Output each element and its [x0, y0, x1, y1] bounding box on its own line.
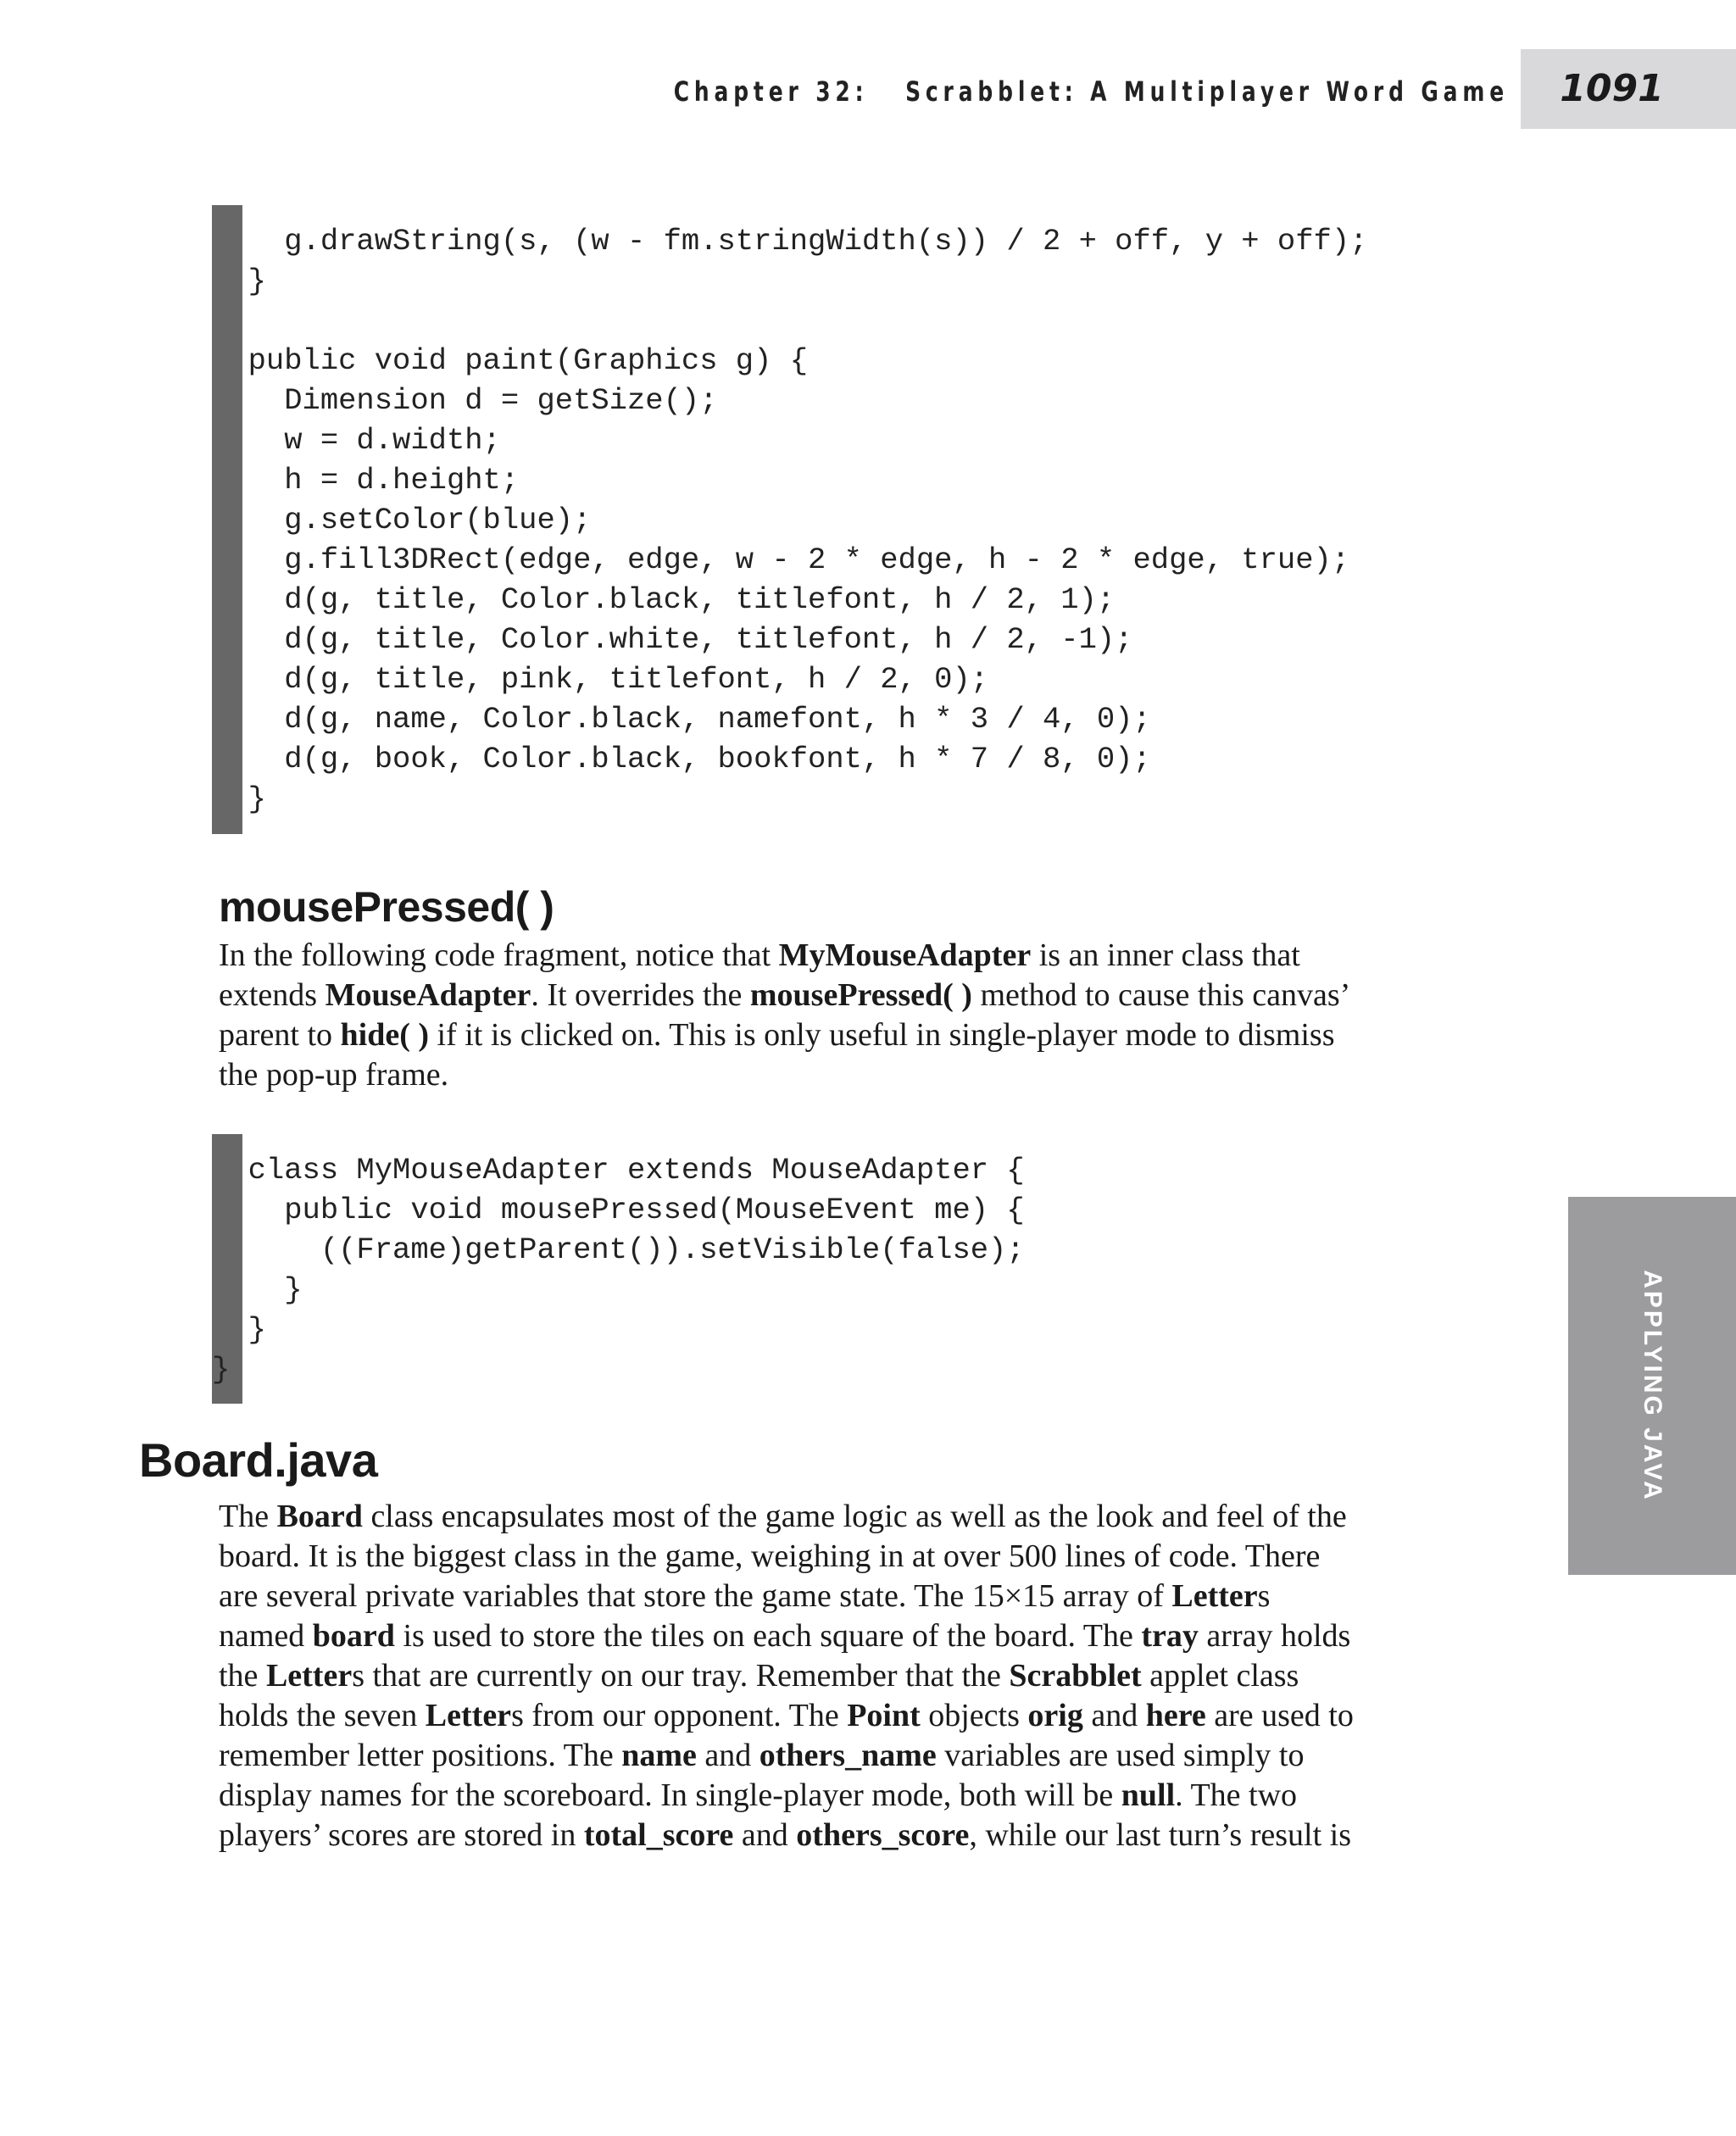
- code-term: Board: [276, 1499, 363, 1534]
- code-term: Letter: [1171, 1578, 1258, 1614]
- text-run: is an inner class that: [1031, 937, 1300, 973]
- text-run: The: [219, 1499, 277, 1534]
- text-run: s: [1257, 1578, 1271, 1614]
- code-line: ((Frame)getParent()).setVisible(false);: [212, 1232, 1025, 1267]
- text-run: s that are currently on our tray. Remember that the: [352, 1658, 1010, 1694]
- code-line: h = d.height;: [212, 463, 520, 498]
- text-run: and: [696, 1738, 760, 1773]
- text-run: and: [733, 1817, 797, 1853]
- paragraph-line: [219, 1696, 1354, 1736]
- text-run: extends: [219, 977, 326, 1013]
- code-term: total_score: [583, 1817, 734, 1853]
- code-line: d(g, title, Color.black, titlefont, h / 2, 1);: [212, 582, 1116, 617]
- paragraph-line: [219, 1776, 1354, 1816]
- paragraph-mousepressed: [219, 936, 1350, 1095]
- code-line: public void paint(Graphics g) {: [212, 343, 809, 378]
- code-term: name: [621, 1738, 697, 1773]
- page-number: 1091: [1560, 67, 1664, 110]
- text-run: is used to store the tiles on each square of the board. The: [394, 1618, 1142, 1654]
- text-run: players’ scores are stored in: [219, 1817, 584, 1853]
- code-line: Dimension d = getSize();: [212, 383, 718, 418]
- code-lines: [212, 1150, 1025, 1389]
- code-term: Scrabblet: [1009, 1658, 1142, 1694]
- text-run: s from our opponent. The: [511, 1698, 848, 1733]
- text-run: and: [1082, 1698, 1146, 1733]
- text-run: holds the seven: [219, 1698, 426, 1733]
- paragraph-line: [219, 1537, 1354, 1577]
- code-term: Letter: [425, 1698, 512, 1733]
- code-line: }: [212, 1312, 266, 1347]
- code-term: board: [312, 1618, 395, 1654]
- code-line: d(g, title, Color.white, titlefont, h / 2, -1);: [212, 622, 1133, 657]
- paragraph-line: [219, 1656, 1354, 1696]
- text-run: are several private variables that store the game state. The 15×15 array of: [219, 1578, 1172, 1614]
- code-term: null: [1121, 1777, 1176, 1813]
- code-line: g.setColor(blue);: [212, 503, 592, 537]
- paragraph-line: [219, 1497, 1354, 1537]
- text-run: objects: [920, 1698, 1028, 1733]
- code-line: }: [212, 1272, 303, 1307]
- code-line: [212, 301, 1367, 341]
- code-lines: [212, 221, 1367, 819]
- code-term: orig: [1027, 1698, 1083, 1733]
- section-heading-mousepressed: mousePressed( ): [219, 883, 554, 931]
- code-line: class MyMouseAdapter extends MouseAdapter {: [212, 1153, 1025, 1188]
- code-line: d(g, book, Color.black, bookfont, h * 7 / 8, 0);: [212, 742, 1151, 776]
- code-term: tray: [1141, 1618, 1199, 1654]
- paragraph-line: [219, 1055, 1350, 1095]
- paragraph-line: [219, 976, 1350, 1015]
- code-line: d(g, title, pink, titlefont, h / 2, 0);: [212, 662, 989, 697]
- code-term: here: [1145, 1698, 1206, 1733]
- code-term: mousePressed( ): [749, 977, 972, 1013]
- paragraph-line: [219, 936, 1350, 976]
- text-run: In the following code fragment, notice that: [219, 937, 779, 973]
- code-term: Letter: [265, 1658, 353, 1694]
- side-tab: [1568, 1197, 1736, 1575]
- text-run: . The two: [1175, 1777, 1298, 1813]
- paragraph-line: [219, 1816, 1354, 1855]
- section-heading-board-java: Board.java: [139, 1433, 378, 1487]
- code-term: others_name: [759, 1738, 937, 1773]
- code-block-paint: [212, 205, 1441, 834]
- code-term: hide( ): [340, 1017, 430, 1053]
- text-run: class encapsulates most of the game logic as well as the look and feel of the: [362, 1499, 1347, 1534]
- text-run: the: [219, 1658, 266, 1694]
- text-run: array holds: [1198, 1618, 1351, 1654]
- page-number-tab: [1521, 49, 1736, 129]
- paragraph-line: [219, 1015, 1350, 1055]
- text-run: method to cause this canvas’: [971, 977, 1351, 1013]
- text-run: if it is clicked on. This is only useful in single-player mode to dismiss: [429, 1017, 1335, 1053]
- code-block-mouse-adapter: [212, 1134, 1144, 1404]
- code-line: w = d.width;: [212, 423, 501, 458]
- side-tab-label: APPLYING JAVA: [1639, 1270, 1666, 1502]
- text-run: , while our last turn’s result is: [969, 1817, 1351, 1853]
- text-run: are used to: [1205, 1698, 1354, 1733]
- text-run: . It overrides the: [531, 977, 750, 1013]
- text-run: board. It is the biggest class in the game, weighing in at over 500 lines of code. There: [219, 1538, 1321, 1574]
- text-run: remember letter positions. The: [219, 1738, 622, 1773]
- paragraph-line: [219, 1577, 1354, 1616]
- text-run: the pop-up frame.: [219, 1057, 449, 1093]
- paragraph-line: [219, 1616, 1354, 1656]
- code-line: }: [212, 264, 266, 298]
- code-line: public void mousePressed(MouseEvent me) {: [212, 1193, 1025, 1227]
- code-line: }: [212, 1352, 231, 1387]
- code-term: MyMouseAdapter: [778, 937, 1032, 973]
- code-line: }: [212, 782, 266, 816]
- code-line: d(g, name, Color.black, namefont, h * 3 / 4, 0);: [212, 702, 1151, 737]
- code-term: Point: [847, 1698, 921, 1733]
- text-run: variables are used simply to: [936, 1738, 1305, 1773]
- code-line: g.fill3DRect(edge, edge, w - 2 * edge, h - 2 * edge, true);: [212, 542, 1350, 577]
- paragraph-board-java: [219, 1497, 1354, 1855]
- text-run: parent to: [219, 1017, 341, 1053]
- paragraph-line: [219, 1736, 1354, 1776]
- code-term: MouseAdapter: [325, 977, 531, 1013]
- code-term: others_score: [796, 1817, 970, 1853]
- text-run: named: [219, 1618, 313, 1654]
- running-header: Chapter 32: Scrabblet: A Multiplayer Word Game: [673, 75, 1509, 108]
- code-line: g.drawString(s, (w - fm.stringWidth(s)) / 2 + off, y + off);: [212, 224, 1368, 259]
- text-run: display names for the scoreboard. In single-player mode, both will be: [219, 1777, 1121, 1813]
- text-run: applet class: [1141, 1658, 1299, 1694]
